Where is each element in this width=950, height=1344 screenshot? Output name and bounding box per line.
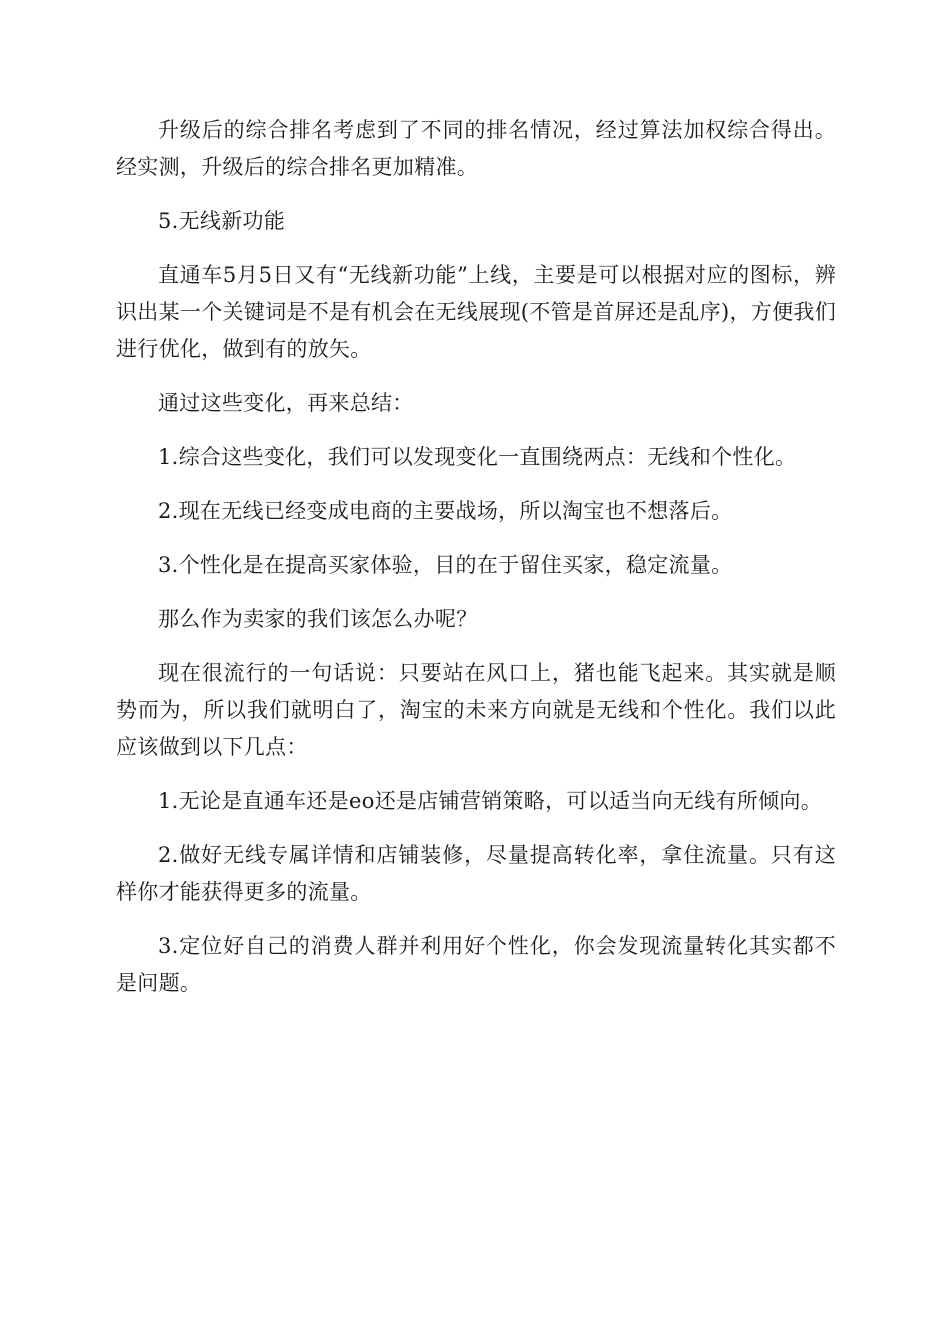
paragraph-trend: 现在很流行的一句话说：只要站在风口上，猪也能飞起来。其实就是顺势而为，所以我们就明白了，淘宝的未来方向就是无线和个性化。我们以此应该做到以下几点： (116, 661, 836, 759)
summary-point-2: 2.现在无线已经变成电商的主要战场，所以淘宝也不想落后。 (158, 499, 733, 523)
section-heading-wireless-feature: 5.无线新功能 (158, 209, 286, 233)
paragraph-ranking-upgrade: 升级后的综合排名考虑到了不同的排名情况，经过算法加权综合得出。经实测，升级后的综合排名更加精准。 (116, 118, 836, 179)
paragraph-wireless-feature: 直通车5月5日又有“无线新功能”上线，主要是可以根据对应的图标，辨识出某一个关键词是不是有机会在无线展现(不管是首屏还是乱序)，方便我们进行优化，做到有的放矢。 (116, 263, 836, 361)
action-point-1: 1.无论是直通车还是eo还是店铺营销策略，可以适当向无线有所倾向。 (158, 789, 823, 813)
paragraph-summary-intro: 通过这些变化，再来总结： (158, 391, 414, 415)
summary-point-3: 3.个性化是在提高买家体验，目的在于留住买家，稳定流量。 (158, 553, 733, 577)
document-body (116, 112, 836, 1019)
summary-point-1: 1.综合这些变化，我们可以发现变化一直围绕两点：无线和个性化。 (158, 445, 797, 469)
action-point-2: 2.做好无线专属详情和店铺装修，尽量提高转化率，拿住流量。只有这样你才能获得更多的流量。 (116, 843, 836, 904)
action-point-3: 3.定位好自己的消费人群并利用好个性化，你会发现流量转化其实都不是问题。 (116, 934, 836, 995)
paragraph-question: 那么作为卖家的我们该怎么办呢？ (158, 607, 478, 631)
